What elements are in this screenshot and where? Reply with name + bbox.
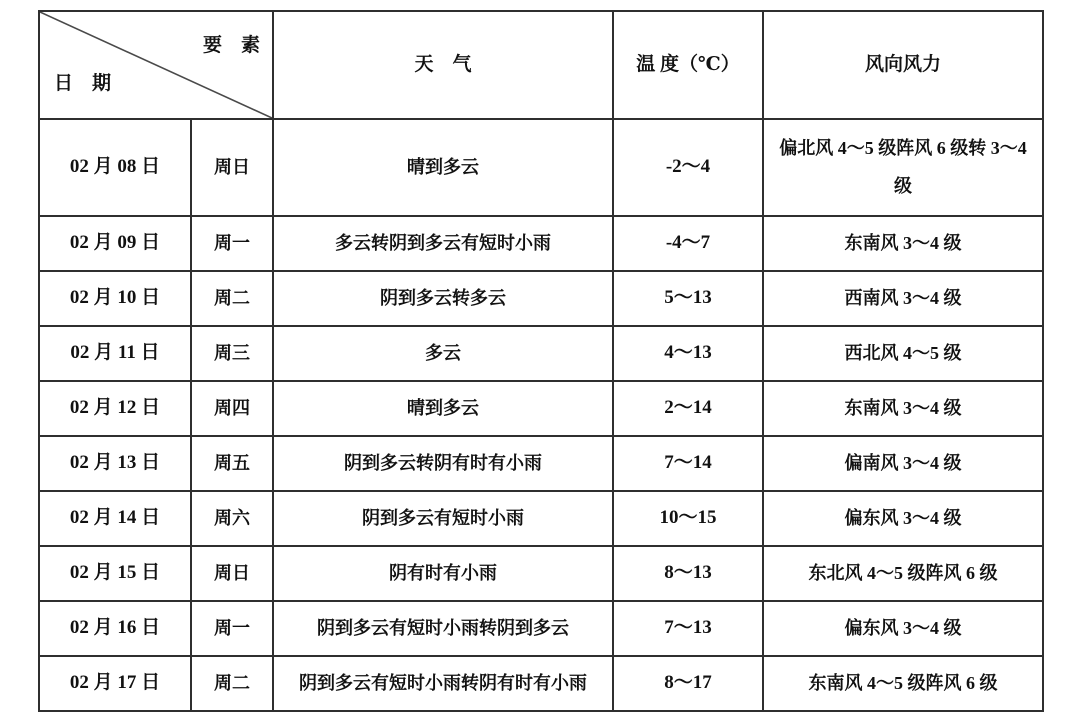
wind-cell: 东北风 4～5 级阵风 6 级 xyxy=(808,562,998,583)
date-cell: 02 月 14 日 xyxy=(40,492,192,545)
date-cell: 02 月 11 日 xyxy=(40,327,192,380)
weather-cell: 晴到多云 xyxy=(274,120,614,215)
weather-forecast-table xyxy=(38,10,1044,712)
weekday-cell: 周四 xyxy=(192,382,274,435)
weather-cell: 阴有时有小雨 xyxy=(274,547,614,600)
temperature-cell: -2～4 xyxy=(614,120,764,215)
table-row xyxy=(40,327,1042,382)
weekday-cell: 周日 xyxy=(192,547,274,600)
header-date-label: 日 期 xyxy=(54,72,112,94)
date-cell: 02 月 16 日 xyxy=(40,602,192,655)
header-weather: 天 气 xyxy=(274,12,614,118)
weekday-cell: 周二 xyxy=(192,272,274,325)
wind-cell: 偏东风 3～4 级 xyxy=(844,617,962,638)
wind-cell: 西北风 4～5 级 xyxy=(844,342,962,363)
wind-cell: 东南风 3～4 级 xyxy=(844,397,962,418)
weekday-cell: 周三 xyxy=(192,327,274,380)
weekday-cell: 周五 xyxy=(192,437,274,490)
date-cell: 02 月 09 日 xyxy=(40,217,192,270)
temperature-cell: 7～13 xyxy=(614,602,764,655)
weekday-cell: 周六 xyxy=(192,492,274,545)
table-row xyxy=(40,602,1042,657)
weather-cell: 阴到多云有短时小雨 xyxy=(274,492,614,545)
wind-cell: 东南风 3～4 级 xyxy=(844,232,962,253)
temperature-cell: 5～13 xyxy=(614,272,764,325)
header-wind: 风向风力 xyxy=(864,54,941,76)
wind-cell: 西南风 3～4 级 xyxy=(844,287,962,308)
table-row xyxy=(40,547,1042,602)
diagonal-divider-line xyxy=(40,12,272,118)
temperature-cell: 2～14 xyxy=(614,382,764,435)
temperature-cell: 8～17 xyxy=(614,657,764,710)
weather-cell: 晴到多云 xyxy=(274,382,614,435)
wind-cell: 东南风 4～5 级阵风 6 级 xyxy=(808,672,998,693)
table-row xyxy=(40,272,1042,327)
date-cell: 02 月 15 日 xyxy=(40,547,192,600)
weather-cell: 多云 xyxy=(274,327,614,380)
table-row xyxy=(40,382,1042,437)
table-row xyxy=(40,657,1042,710)
date-cell: 02 月 17 日 xyxy=(40,657,192,710)
weekday-cell: 周日 xyxy=(192,120,274,215)
temperature-cell: 7～14 xyxy=(614,437,764,490)
weather-cell: 阴到多云有短时小雨转阴有时有小雨 xyxy=(274,657,614,710)
table-header-row xyxy=(40,12,1042,120)
date-cell: 02 月 12 日 xyxy=(40,382,192,435)
date-cell: 02 月 13 日 xyxy=(40,437,192,490)
temperature-cell: 4～13 xyxy=(614,327,764,380)
weekday-cell: 周二 xyxy=(192,657,274,710)
weather-cell: 多云转阴到多云有短时小雨 xyxy=(274,217,614,270)
temperature-cell: 8～13 xyxy=(614,547,764,600)
weather-cell: 阴到多云转多云 xyxy=(274,272,614,325)
header-temperature: 温 度（℃） xyxy=(614,12,764,118)
temperature-cell: -4～7 xyxy=(614,217,764,270)
date-cell: 02 月 10 日 xyxy=(40,272,192,325)
weather-cell: 阴到多云转阴有时有小雨 xyxy=(274,437,614,490)
weekday-cell: 周一 xyxy=(192,217,274,270)
weekday-cell: 周一 xyxy=(192,602,274,655)
table-row xyxy=(40,120,1042,217)
wind-cell: 偏北风 4～5 级阵风 6 级转 3～4 级 xyxy=(779,137,1027,196)
wind-cell: 偏南风 3～4 级 xyxy=(844,452,962,473)
wind-cell: 偏东风 3～4 级 xyxy=(844,507,962,528)
table-row xyxy=(40,217,1042,272)
table-row xyxy=(40,437,1042,492)
header-element-label: 要 素 xyxy=(202,35,260,56)
header-corner-cell xyxy=(40,12,274,118)
temperature-cell: 10～15 xyxy=(614,492,764,545)
weather-cell: 阴到多云有短时小雨转阴到多云 xyxy=(274,602,614,655)
date-cell: 02 月 08 日 xyxy=(40,120,192,215)
table-row xyxy=(40,492,1042,547)
